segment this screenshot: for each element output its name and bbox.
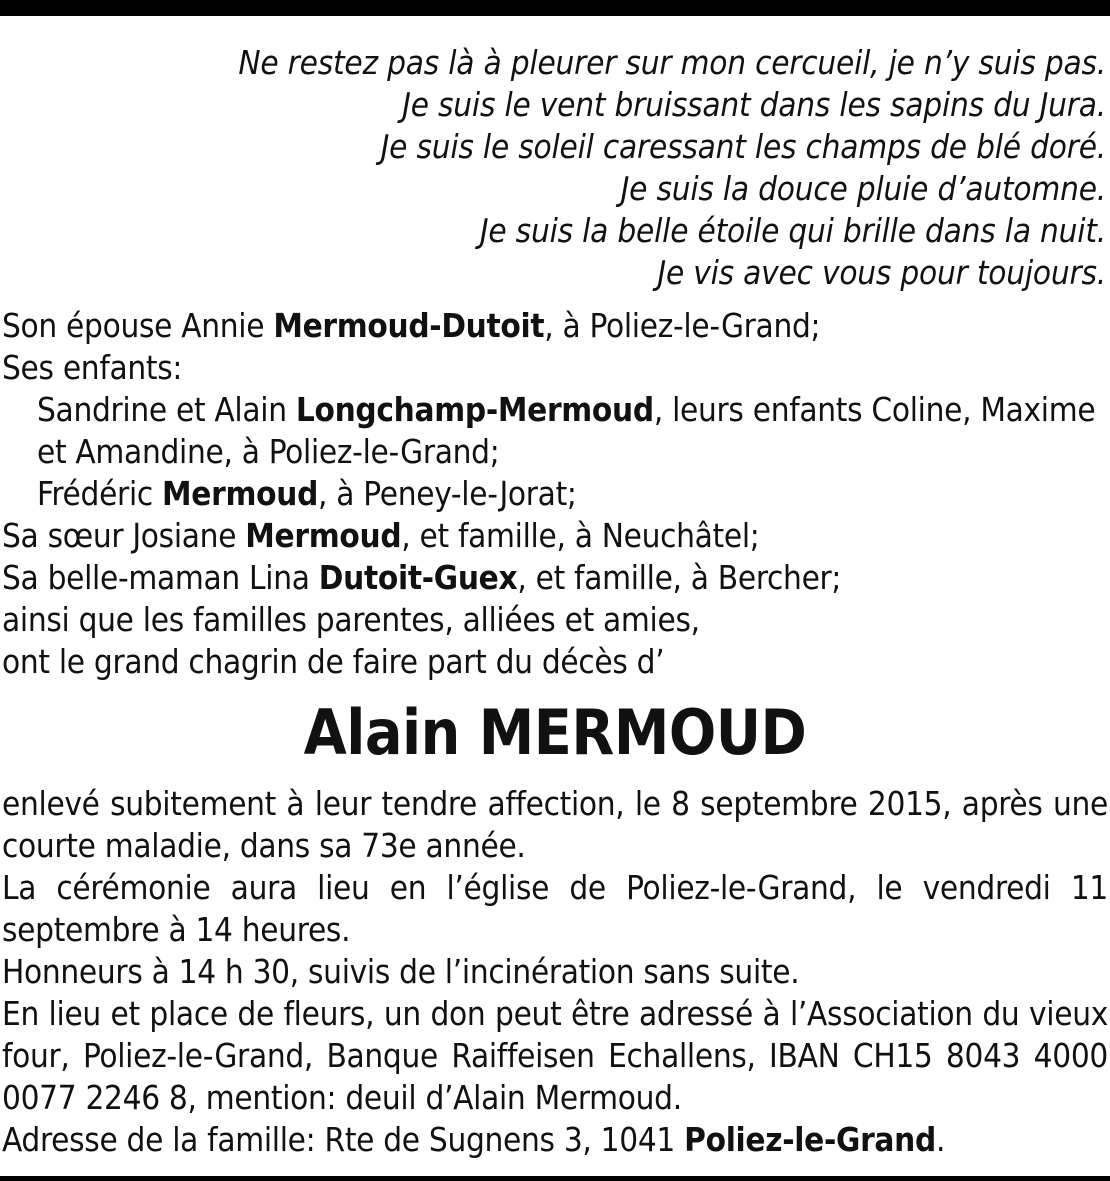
relatives-line: ainsi que les familles parentes, alliées et amies, [2, 600, 700, 639]
family-list [2, 305, 1110, 683]
top-rule [0, 0, 1110, 16]
mother-in-law-post: , et famille, à Bercher; [517, 558, 842, 597]
poem-line: Je vis avec vous pour toujours. [657, 253, 1106, 292]
deceased-name: Alain MERMOUD [303, 696, 807, 769]
child2-name: Mermoud [162, 474, 319, 513]
address-paragraph [2, 1119, 1108, 1161]
child1-post: , leurs enfants Coline, Maxime et Amandine, à Poliez-le-Grand; [37, 390, 1096, 471]
poem-line: Je suis le vent bruissant dans les sapins du Jura. [402, 85, 1106, 124]
passing-paragraph: enlevé subitement à leur tendre affection, le 8 septembre 2015, après une courte maladie, dans sa 73e année. [2, 784, 1108, 865]
sister-post: , et famille, à Neuchâtel; [401, 516, 760, 555]
child-line-1 [2, 389, 1110, 473]
poem-line: Ne restez pas là à pleurer sur mon cercueil, je n’y suis pas. [238, 43, 1106, 82]
details [2, 783, 1108, 1161]
address-end: . [935, 1120, 946, 1159]
child1-pre: Sandrine et Alain [37, 390, 296, 429]
address-pre: Adresse de la famille: Rte de Sugnens 3, 1041 [2, 1120, 685, 1159]
sister-name: Mermoud [245, 516, 402, 555]
ceremony-paragraph: La cérémonie aura lieu en l’église de Poliez-le-Grand, le vendredi 11 septembre à 14 heures. [2, 868, 1108, 949]
announcement-line: ont le grand chagrin de faire part du décès d’ [2, 642, 665, 681]
child-line-2 [2, 473, 1110, 515]
bottom-rule [0, 1176, 1110, 1181]
sister-line [2, 515, 1110, 557]
mother-in-law-pre: Sa belle-maman Lina [2, 558, 319, 597]
donation-paragraph: En lieu et place de fleurs, un don peut être adressé à l’Association du vieux four, Poliez-le-Grand, Banque Raiffeisen Echallens, IBAN CH15 8043 4000 0077 2246 8, mention: deuil d’Alain Mermoud. [2, 994, 1108, 1117]
sister-pre: Sa sœur Josiane [2, 516, 246, 555]
poem-line: Je suis le soleil caressant les champs de blé doré. [380, 127, 1106, 166]
children-heading: Ses enfants: [2, 348, 183, 387]
spouse-pre: Son épouse Annie [2, 306, 274, 345]
child1-name: Longchamp-Mermoud [295, 390, 654, 429]
child2-post: , à Peney-le-Jorat; [318, 474, 577, 513]
address-place: Poliez-le-Grand [684, 1120, 936, 1159]
honours-paragraph: Honneurs à 14 h 30, suivis de l’incinération sans suite. [2, 952, 800, 991]
spouse-post: , à Poliez-le-Grand; [544, 306, 821, 345]
poem [0, 42, 1106, 294]
spouse-name: Mermoud-Dutoit [273, 306, 545, 345]
mother-in-law-name: Dutoit-Guex [318, 558, 518, 597]
poem-line: Je suis la belle étoile qui brille dans la nuit. [479, 211, 1106, 250]
mother-in-law-line [2, 557, 1110, 599]
child2-pre: Frédéric [37, 474, 163, 513]
poem-line: Je suis la douce pluie d’automne. [620, 169, 1106, 208]
spouse-line [2, 305, 1110, 347]
